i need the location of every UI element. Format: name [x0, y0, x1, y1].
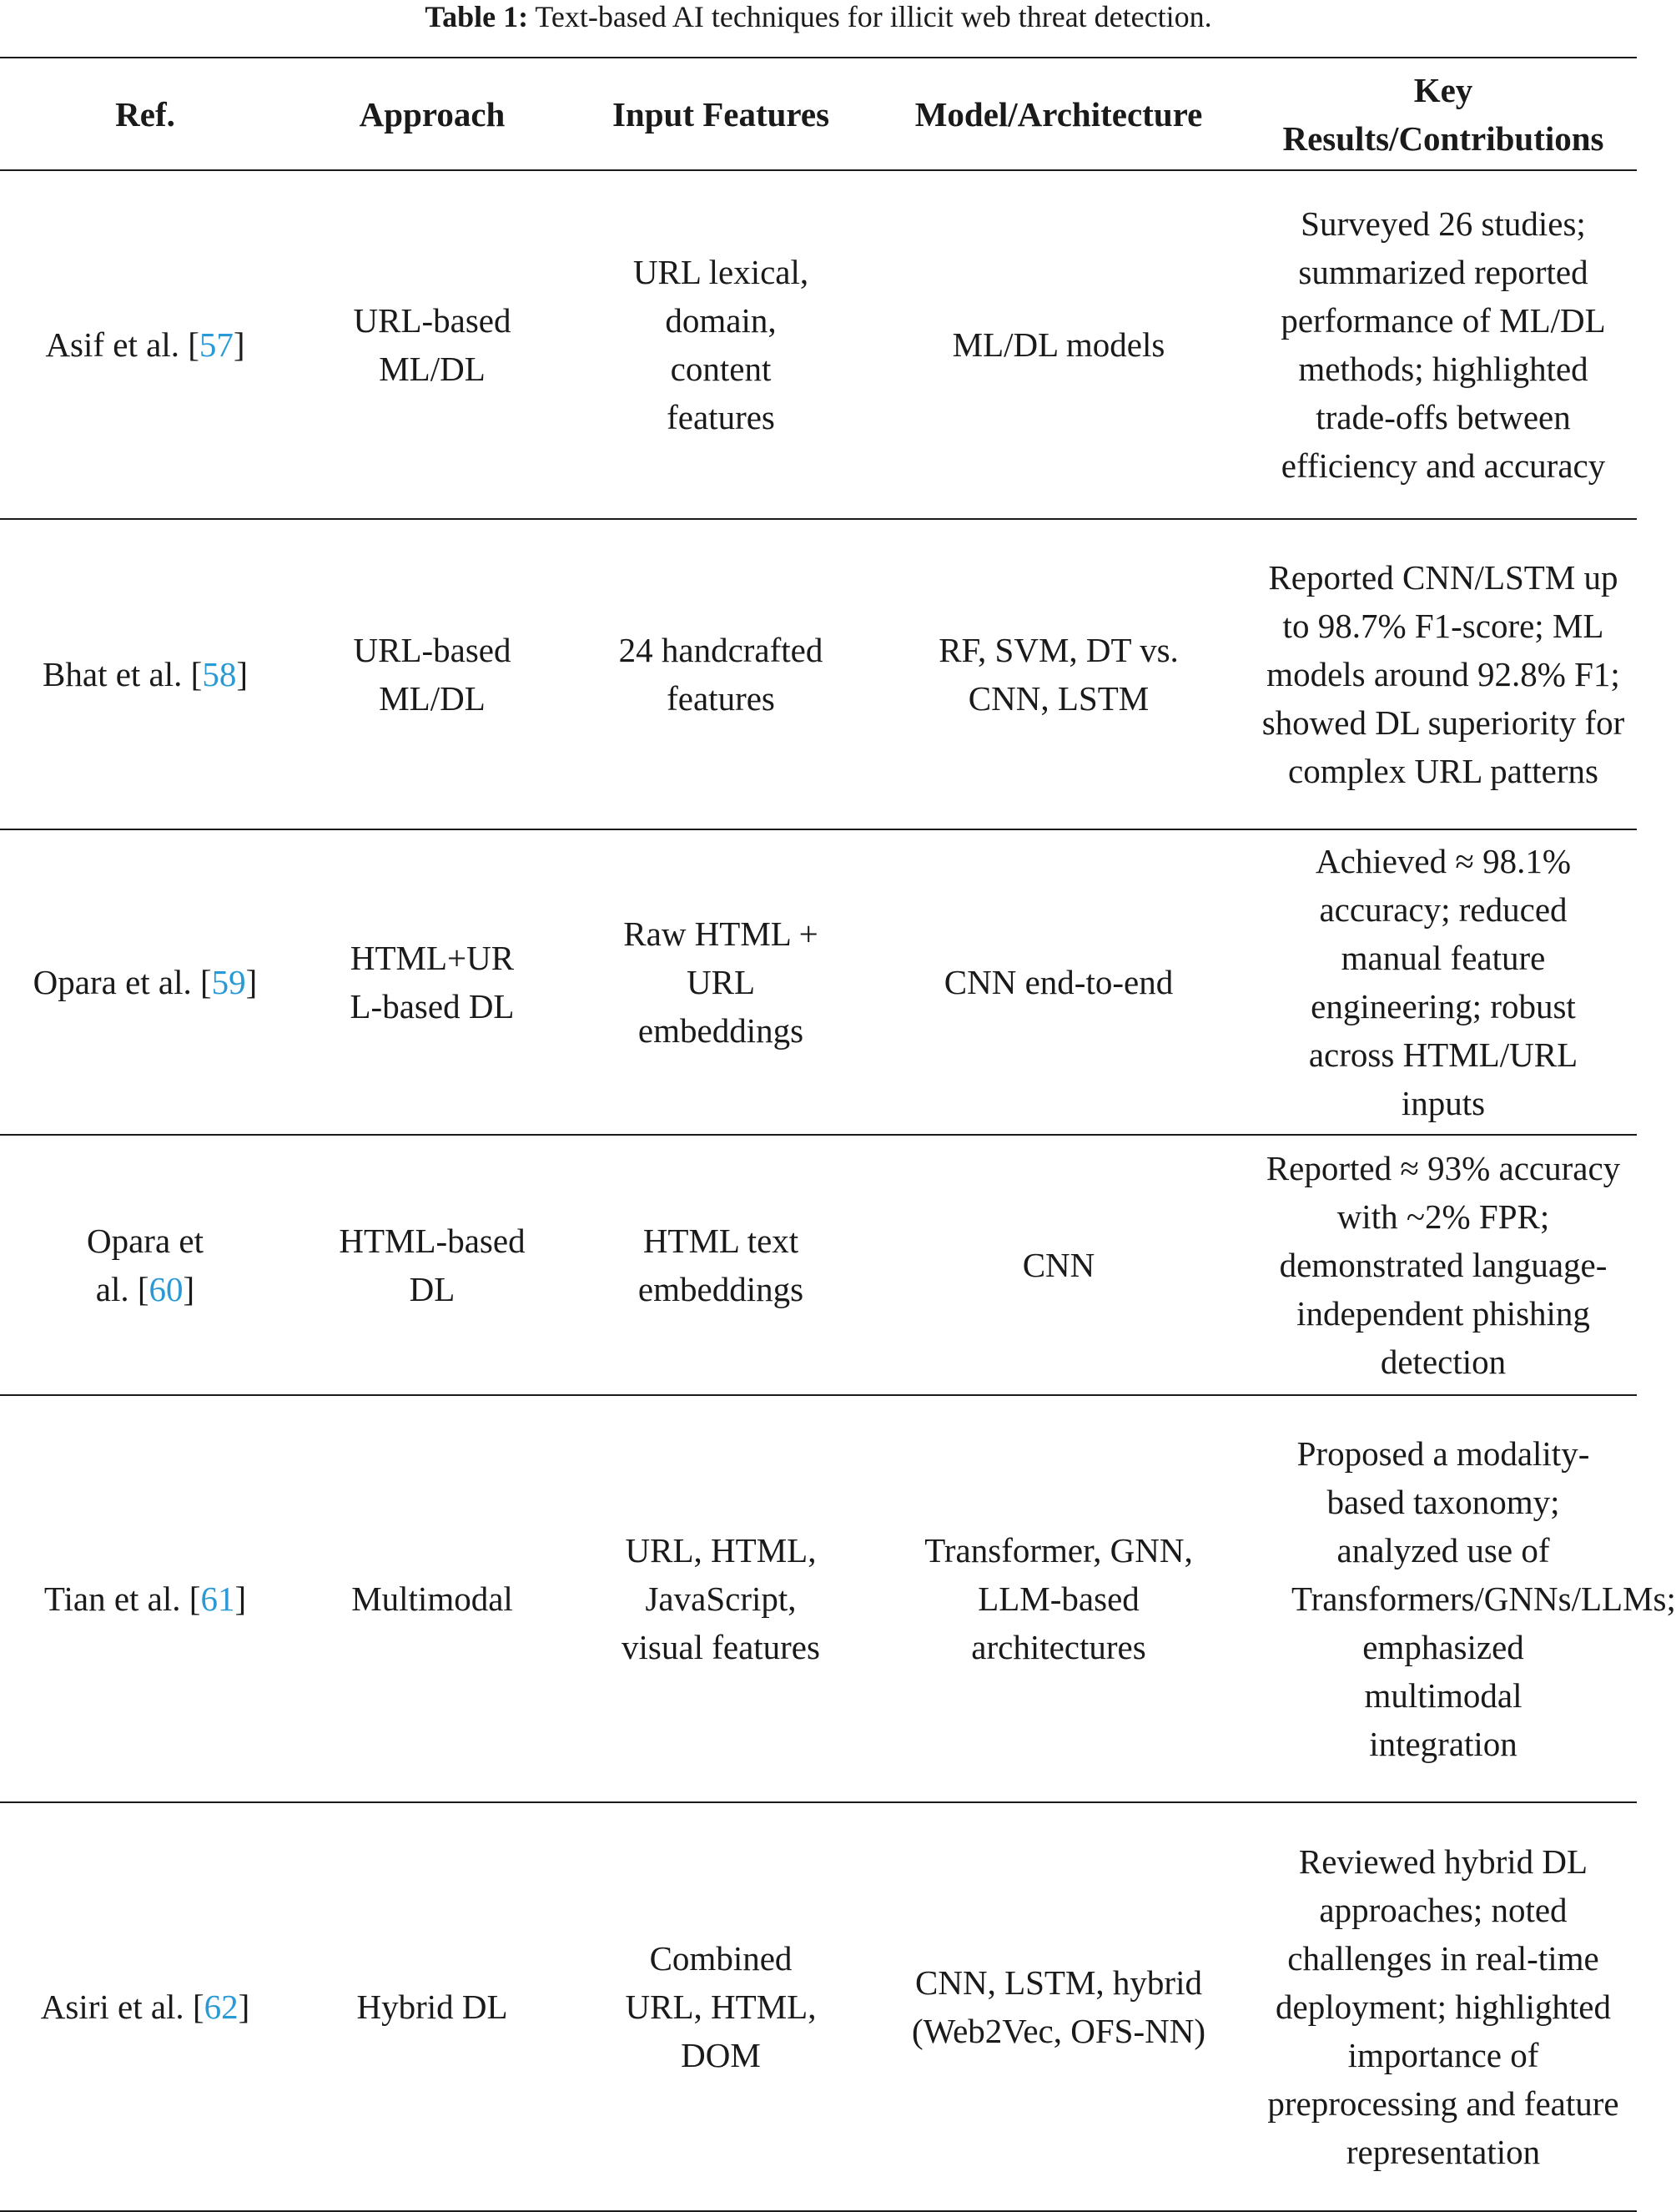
table-row — [0, 1802, 1637, 2211]
cell-results: Surveyed 26 studies; summarized reported performance of ML/DL methods; highlighted trade-offs between efficiency and accuracy — [1250, 170, 1637, 519]
cell-approach: Multimodal — [290, 1395, 574, 1802]
table-caption-label: Table 1: — [425, 0, 529, 33]
cell-results: Proposed a modality-based taxonomy; analyzed use of Transformers/GNNs/LLMs; emphasized multimodal integration — [1250, 1395, 1637, 1802]
citation-link[interactable]: 58 — [202, 655, 237, 693]
cell-results: Reported CNN/LSTM up to 98.7% F1-score; ML models around 92.8% F1; showed DL superiority for complex URL patterns — [1250, 519, 1637, 829]
ref-name: Opara et al. — [87, 1222, 204, 1308]
ref-name: Bhat et al. — [43, 655, 183, 693]
cell-ref: Opara et al. [60] — [0, 1135, 290, 1395]
cell-ref: Opara et al. [59] — [0, 829, 290, 1135]
header-input-features: Input Features — [574, 58, 868, 170]
cell-model: RF, SVM, DT vs. CNN, LSTM — [868, 519, 1250, 829]
table-caption-text: Text-based AI techniques for illicit web threat detection. — [535, 0, 1212, 33]
citation-link[interactable]: 60 — [148, 1270, 184, 1308]
cell-approach: URL-based ML/DL — [290, 519, 574, 829]
cell-ref: Asiri et al. [62] — [0, 1802, 290, 2211]
table-row — [0, 170, 1637, 519]
ref-name: Tian et al. — [43, 1580, 181, 1618]
cell-approach: URL-based ML/DL — [290, 170, 574, 519]
cell-ref: Tian et al. [61] — [0, 1395, 290, 1802]
table-row — [0, 519, 1637, 829]
cell-input-features: Raw HTML + URL embeddings — [574, 829, 868, 1135]
table-caption — [0, 0, 1637, 35]
cell-ref: Bhat et al. [58] — [0, 519, 290, 829]
cell-model: Transformer, GNN, LLM-based architectures — [868, 1395, 1250, 1802]
cell-input-features: URL lexical, domain, content features — [574, 170, 868, 519]
cell-input-features: HTML text embeddings — [574, 1135, 868, 1395]
cell-model: CNN end-to-end — [868, 829, 1250, 1135]
header-ref: Ref. — [0, 58, 290, 170]
ref-name: Asif et al. — [45, 325, 179, 364]
ref-name: Opara et al. — [33, 963, 192, 1001]
cell-model: CNN, LSTM, hybrid (Web2Vec, OFS-NN) — [868, 1802, 1250, 2211]
table-row — [0, 1395, 1637, 1802]
citation-link[interactable]: 62 — [204, 1988, 239, 2026]
cell-results: Reported ≈ 93% accuracy with ~2% FPR; demonstrated language-independent phishing detection — [1250, 1135, 1637, 1395]
cell-input-features: 24 handcrafted features — [574, 519, 868, 829]
table-row — [0, 829, 1637, 1135]
citation-link[interactable]: 61 — [200, 1580, 235, 1618]
cell-approach: HTML-based DL — [290, 1135, 574, 1395]
header-model-architecture: Model/Architecture — [868, 58, 1250, 170]
cell-input-features: URL, HTML, JavaScript, visual features — [574, 1395, 868, 1802]
citation-link[interactable]: 57 — [199, 325, 234, 364]
cell-model: CNN — [868, 1135, 1250, 1395]
table-row — [0, 1135, 1637, 1395]
header-approach: Approach — [290, 58, 574, 170]
cell-approach: HTML+URL-based DL — [290, 829, 574, 1135]
citation-link[interactable]: 59 — [211, 963, 246, 1001]
cell-results: Reviewed hybrid DL approaches; noted challenges in real-time deployment; highlighted importance of preprocessing and feature representation — [1250, 1802, 1637, 2211]
cell-input-features: Combined URL, HTML, DOM — [574, 1802, 868, 2211]
cell-approach: Hybrid DL — [290, 1802, 574, 2211]
techniques-table — [0, 57, 1676, 2212]
header-key-results: Key Results/Contributions — [1250, 58, 1637, 170]
header-row — [0, 58, 1637, 170]
cell-model: ML/DL models — [868, 170, 1250, 519]
cell-ref: Asif et al. [57] — [0, 170, 290, 519]
ref-name: Asiri et al. — [40, 1988, 184, 2026]
cell-results: Achieved ≈ 98.1% accuracy; reduced manual feature engineering; robust across HTML/URL inputs — [1250, 829, 1637, 1135]
